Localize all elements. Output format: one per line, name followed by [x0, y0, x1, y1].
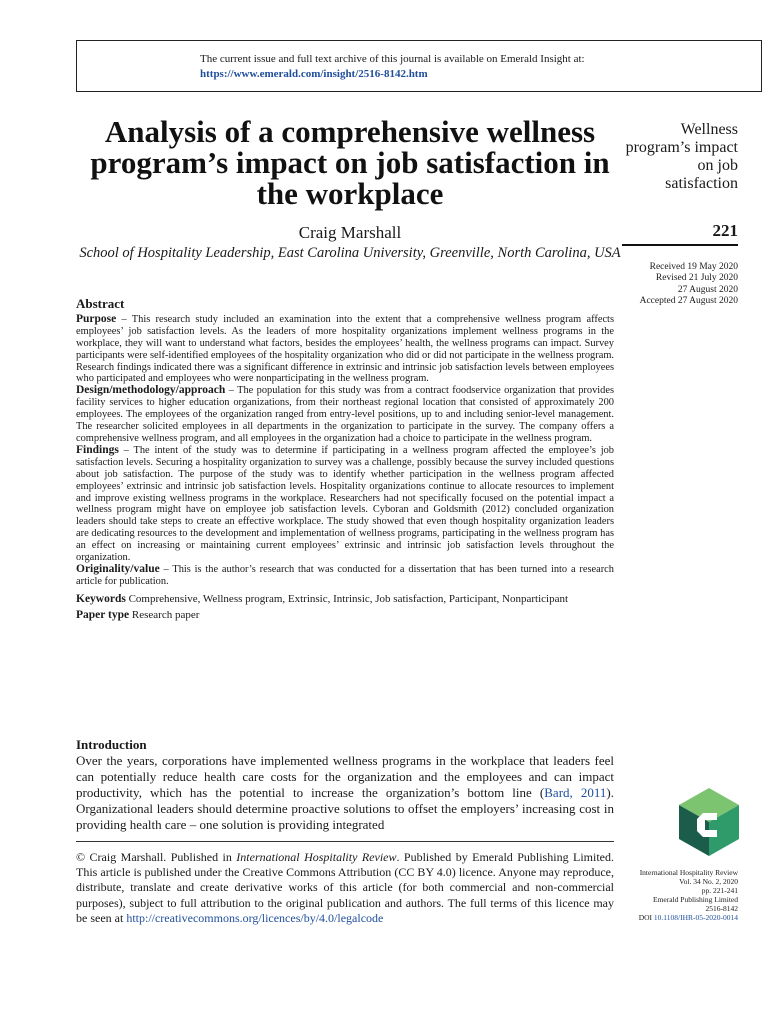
keywords: [76, 592, 614, 606]
page-number: 221: [712, 221, 738, 240]
license-notice: [76, 850, 614, 926]
abstract-findings: [76, 445, 614, 564]
abstract-originality: [76, 564, 614, 588]
journal-name: International Hospitality Review: [236, 850, 397, 864]
intro-text-1: Over the years, corporations have implemented wellness programs in the workplace that leaders feel can potentially reduce health care costs for the organization and the employees and can impact productivity, which has the potential to increase the organization’s bottom line (: [76, 753, 614, 801]
footnote-divider: [76, 841, 614, 842]
journal-volume: Vol. 34 No. 2, 2020: [679, 877, 738, 886]
keywords-label: Keywords: [76, 592, 126, 605]
journal-archive-link[interactable]: https://www.emerald.com/insight/2516-8142.htm: [200, 68, 428, 80]
doi: [600, 913, 738, 922]
running-title: Wellness program’s impact on job satisfaction: [625, 121, 738, 192]
access-notice: [200, 52, 585, 82]
revised-date: Revised 21 July 2020: [655, 273, 738, 284]
paper-type-text: Research paper: [129, 608, 200, 621]
license-link[interactable]: http://creativecommons.org/licences/by/4.0/legalcode: [126, 910, 384, 925]
journal-pages: pp. 221-241: [701, 886, 738, 895]
journal-info: [600, 868, 738, 922]
citation-link[interactable]: Bard, 2011: [544, 785, 607, 801]
purpose-label: Purpose: [76, 312, 117, 325]
accepted-date: Accepted 27 August 2020: [639, 296, 738, 307]
journal-title: International Hospitality Review: [639, 868, 738, 877]
intro-text-2: ). Organizational leaders should determine proactive solutions to offset the employers’ increasing cost in providing health care – one solution is providing integrated: [76, 785, 614, 833]
design-label: Design/methodology/approach: [76, 384, 226, 397]
access-notice-text: The current issue and full text archive of this journal is available on Emerald Insight at:: [200, 53, 585, 65]
doi-link[interactable]: 10.1108/IHR-05-2020-0014: [653, 913, 738, 922]
purpose-text: – This research study included an examination into the extent that a comprehensive wellness program affects employees’ job satisfaction levels. As the leaders of more hospitality organizations implement wellness programs in the workplace, they will want to understand what factors, besides the employees’ health, the wellness programs can impact. Survey participants were self-identified employees of the hospitality organization who did or did not participate in the wellness program. Research findings indicated there was a significant difference in extrinsic and intrinsic job satisfaction levels between employees who participated and employees who were nonparticipating in the wellness program.: [76, 313, 614, 385]
abstract-section: [76, 298, 614, 622]
paper-type-label: Paper type: [76, 608, 130, 621]
abstract-design: [76, 385, 614, 445]
revised-date-2: 27 August 2020: [677, 284, 738, 295]
findings-label: Findings: [76, 443, 119, 456]
submission-dates: [600, 262, 738, 308]
issn: 2516-8142: [705, 904, 738, 913]
author-name: Craig Marshall: [298, 223, 402, 242]
crossmark-logo-icon[interactable]: [677, 786, 741, 858]
abstract-purpose: [76, 314, 614, 385]
introduction-section: [76, 736, 614, 833]
design-text: – The population for this study was from a contract foodservice organization that provides facility services to higher education organizations, from their northeast regional location that consisted of approximately 200 employees. The employees of the organization ranged from entry-level positions, up to and including senior-level management. The researcher solicited employees in all departments in the organization to participate in the survey. The company offers a comprehensive wellness program, and all employees in the organization had a choice to participate in the wellness program.: [76, 385, 614, 444]
sidebar-divider: [622, 244, 738, 246]
originality-label: Originality/value: [76, 562, 160, 575]
originality-text: – This is the author’s research that was conducted for a dissertation that has been turned into a research article for publication.: [76, 563, 614, 587]
paper-type: [76, 608, 614, 622]
author-affiliation: School of Hospitality Leadership, East Carolina University, Greenville, North Carolina, USA: [79, 245, 621, 261]
article-title: Analysis of a comprehensive wellness program’s impact on job satisfaction in the workplace: [90, 114, 610, 211]
publisher: Emerald Publishing Limited: [653, 895, 738, 904]
abstract-heading: Abstract: [76, 296, 125, 311]
introduction-paragraph: [76, 753, 614, 833]
keywords-text: Comprehensive, Wellness program, Extrinsic, Intrinsic, Job satisfaction, Participant, Nonparticipant: [125, 592, 569, 605]
license-text-2: . Published by Emerald Publishing Limited. This article is published under the Creative Commons Attribution (CC BY 4.0) licence. Anyone may reproduce, distribute, translate and create derivative works of this article (for both commercial and non-commercial purposes), subject to full attribution to the original publication and authors. The full terms of this licence may be seen at: [76, 850, 614, 925]
findings-text: – The intent of the study was to determine if participating in a wellness program affected the employee’s job satisfaction levels. Securing a hospitality organization to survey was a challenge, possibly because the survey included questions about job satisfaction. The purpose of the study was to identify whether participation in the wellness program affected employees’ extrinsic and intrinsic job satisfaction levels. Hospitality organizations continue to allocate resources to implement and improve existing wellness programs in the workplace. Researchers had not specifically focused on the potential impact a wellness program might have on employee job satisfaction levels. Cyboran and Goldsmith (2012) concluded organization leaders should take steps to create an effective workplace. The study showed that even though hospitality organization leaders are dedicating resources to the development and implementation of wellness programs, participating in the wellness program has an effect on increasing or maintaining current employees’ extrinsic and intrinsic job satisfaction levels throughout the organization.: [76, 444, 614, 564]
license-text-1: © Craig Marshall. Published in: [76, 850, 237, 864]
doi-label: DOI: [638, 913, 654, 922]
received-date: Received 19 May 2020: [649, 262, 738, 272]
introduction-heading: Introduction: [76, 737, 147, 752]
